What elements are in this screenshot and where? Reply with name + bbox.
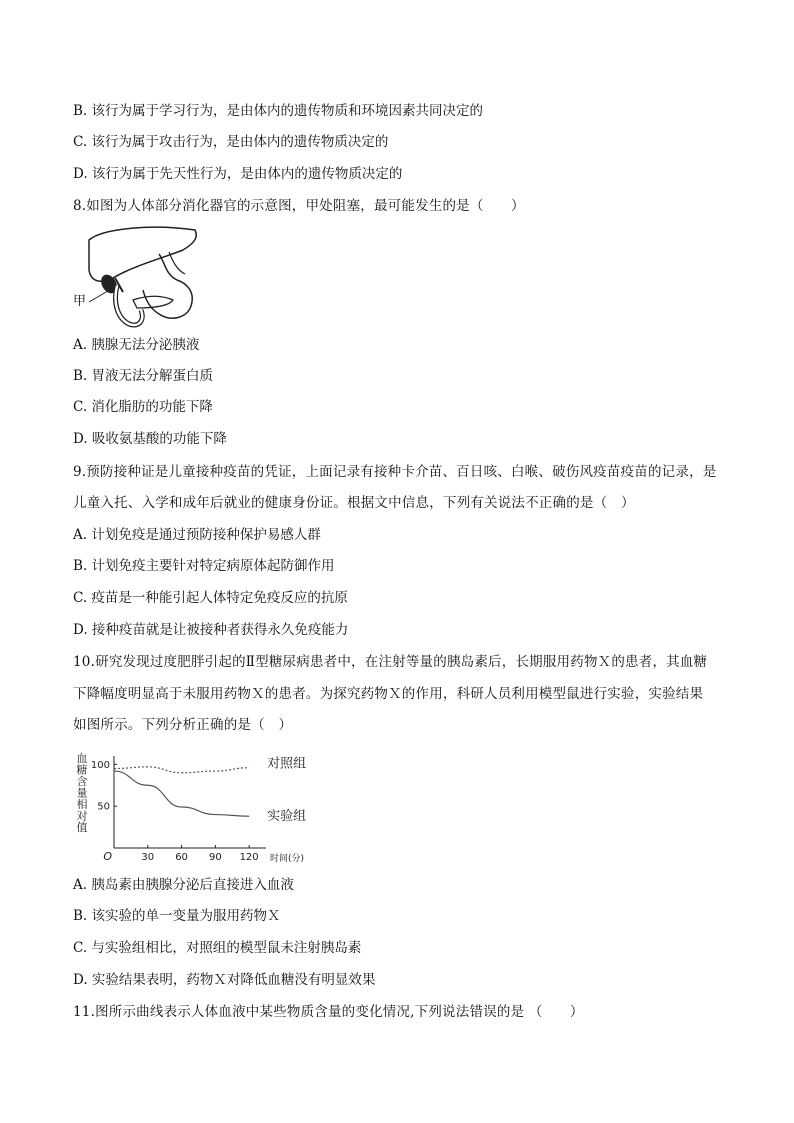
q9-option-b: B. 计划免疫主要针对特定病原体起防御作用	[73, 558, 335, 574]
y-tick-label: 100	[90, 759, 110, 771]
q9-option-c: C. 疫苗是一种能引起人体特定免疫反应的抗原	[73, 590, 348, 606]
y-axis-label-char: 含	[76, 775, 88, 788]
digestive-organs-figure	[73, 222, 213, 334]
y-axis-label-char: 相	[76, 798, 88, 811]
y-axis-label-char: 量	[76, 786, 88, 800]
y-axis-label-char: 血	[76, 752, 88, 765]
y-axis-label-char: 对	[76, 809, 88, 823]
y-axis-label-char: 糖	[76, 763, 88, 777]
origin-label: O	[103, 850, 112, 863]
q8-option-d: D. 吸收氨基酸的功能下降	[73, 431, 227, 447]
y-axis-label-char: 值	[76, 821, 88, 834]
q10-option-b: B. 该实验的单一变量为服用药物Ｘ	[73, 908, 281, 924]
x-tick-label: 60	[175, 852, 188, 863]
q7-option-c: C. 该行为属于攻击行为，是由体内的遗传物质决定的	[73, 134, 389, 150]
x-tick-label: 120	[239, 852, 259, 863]
q10-stem-line2: 下降幅度明显高于未服用药物Ｘ的患者。为探究药物Ｘ的作用，科研人员利用模型鼠进行实验，实验结果	[73, 686, 704, 702]
q8-option-a: A. 胰腺无法分泌胰液	[73, 337, 200, 353]
q8-stem: 8.如图为人体部分消化器官的示意图，甲处阻塞，最可能发生的是（ ）	[73, 198, 525, 214]
q11-stem: 11.图所示曲线表示人体血液中某些物质含量的变化情况,下列说法错误的是 （ ）	[73, 1004, 584, 1020]
q7-option-b: B. 该行为属于学习行为，是由体内的遗传物质和环境因素共同决定的	[73, 103, 484, 119]
y-tick-label: 50	[97, 801, 110, 813]
q8-option-b: B. 胃液无法分解蛋白质	[73, 368, 214, 384]
blood-glucose-chart-svg	[70, 748, 307, 866]
q10-option-a: A. 胰岛素由胰腺分泌后直接进入血液	[73, 877, 294, 893]
q9-stem-line2: 儿童入托、入学和成年后就业的健康身份证。根据文中信息，下列有关说法不正确的是（ ）	[73, 495, 635, 511]
blood-glucose-chart	[70, 748, 307, 866]
q10-stem-line3: 如图所示。下列分析正确的是（ ）	[73, 717, 293, 733]
q10-option-d: D. 实验结果表明，药物Ｘ对降低血糖没有明显效果	[73, 972, 376, 988]
series-label-1: 实验组	[267, 809, 307, 825]
q10-option-c: C. 与实验组相比，对照组的模型鼠未注射胰岛素	[73, 940, 362, 956]
series-label-0: 对照组	[267, 756, 307, 772]
series-line-0	[114, 767, 249, 773]
x-tick-label: 30	[141, 852, 155, 863]
x-tick-label: 90	[208, 852, 222, 863]
x-axis-label: 时间(分)	[270, 854, 305, 864]
q9-stem-line1: 9.预防接种证是儿童接种疫苗的凭证，上面记录有接种卡介苗、百日咳、白喉、破伤风疫苗疫苗的记录，是	[73, 464, 717, 480]
q7-option-d: D. 该行为属于先天性行为，是由体内的遗传物质决定的	[73, 166, 403, 182]
digestive-organs-illustration	[73, 222, 213, 334]
q9-option-d: D. 接种疫苗就是让被接种者获得永久免疫能力	[73, 622, 349, 638]
figure-label-jia: 甲	[73, 294, 87, 309]
q10-stem-line1: 10.研究发现过度肥胖引起的Ⅱ型糖尿病患者中，在注射等量的胰岛素后，长期服用药物Ｘ的患者，其血糖	[73, 654, 708, 670]
series-line-1	[114, 771, 249, 816]
q9-option-a: A. 计划免疫是通过预防接种保护易感人群	[73, 527, 321, 543]
q8-option-c: C. 消化脂肪的功能下降	[73, 399, 213, 415]
